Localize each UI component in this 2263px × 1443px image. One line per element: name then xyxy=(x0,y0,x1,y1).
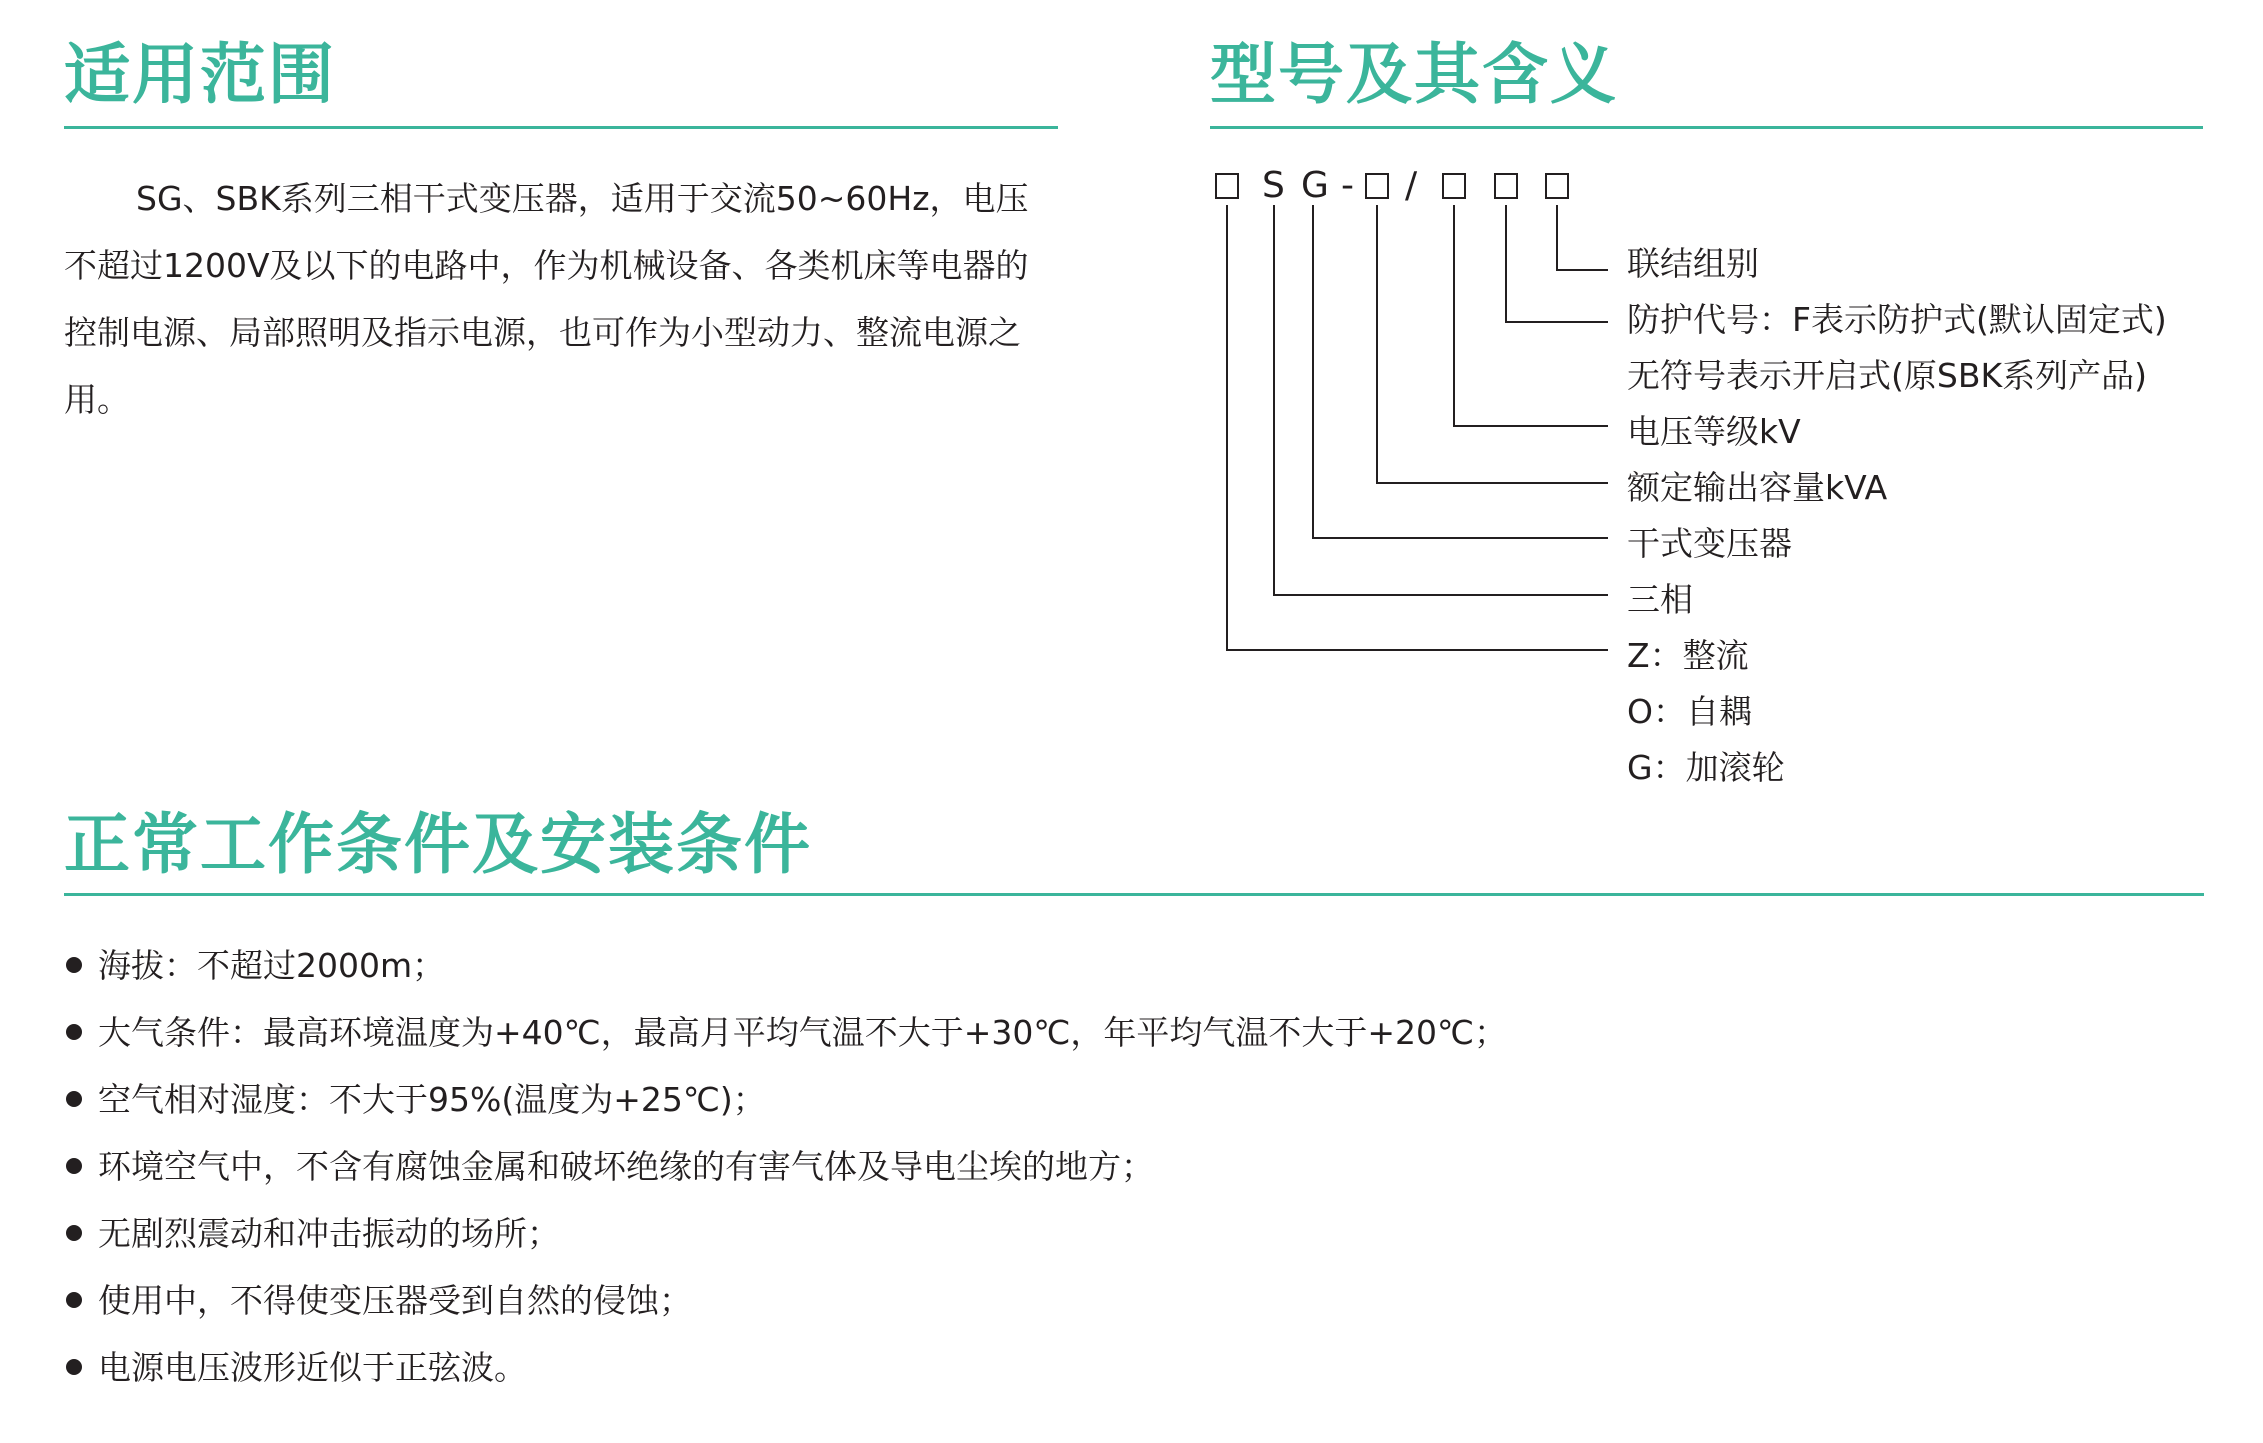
code-slash: / xyxy=(1405,165,1418,206)
meaning-wheels: G：加滚轮 xyxy=(1627,748,1785,787)
list-item xyxy=(64,1133,1507,1200)
meaning-dry-type: 干式变压器 xyxy=(1627,524,1792,563)
list-item xyxy=(64,1334,1507,1401)
code-letter-g: G xyxy=(1301,165,1329,206)
meaning-protection-note: 无符号表示开启式(原SBK系列产品) xyxy=(1627,356,2147,395)
list-item xyxy=(64,1200,1507,1267)
list-item xyxy=(64,932,1507,999)
heading-conditions: 正常工作条件及安装条件 xyxy=(64,806,812,883)
bullet-dot-icon xyxy=(66,957,82,973)
heading-model: 型号及其含义 xyxy=(1210,36,1618,113)
bullet-dot-icon xyxy=(66,1158,82,1174)
condition-text: 环境空气中，不含有腐蚀金属和破坏绝缘的有害气体及导电尘埃的地方； xyxy=(98,1147,1154,1186)
condition-text: 使用中，不得使变压器受到自然的侵蚀； xyxy=(98,1281,692,1320)
scope-paragraph: SG、SBK系列三相干式变压器，适用于交流50~60Hz，电压不超过1200V及以下的电路中，作为机械设备、各类机床等电器的控制电源、局部照明及指示电源，也可作为小型动力、整流电源之用。 xyxy=(64,179,1029,419)
meaning-voltage-level: 电压等级kV xyxy=(1627,412,1801,451)
condition-text: 电源电压波形近似于正弦波。 xyxy=(98,1348,527,1387)
bullet-dot-icon xyxy=(66,1091,82,1107)
list-item xyxy=(64,999,1507,1066)
meaning-rectifier: Z：整流 xyxy=(1627,636,1749,675)
list-item xyxy=(64,1066,1507,1133)
meaning-three-phase: 三相 xyxy=(1627,580,1693,619)
heading-scope: 适用范围 xyxy=(64,36,336,113)
meaning-protection: 防护代号：F表示防护式(默认固定式) xyxy=(1627,300,2167,339)
condition-text: 无剧烈震动和冲击振动的场所； xyxy=(98,1214,560,1253)
condition-text: 大气条件：最高环境温度为+40℃，最高月平均气温不大于+30℃，年平均气温不大于+20℃； xyxy=(98,1013,1508,1052)
meaning-rated-capacity: 额定输出容量kVA xyxy=(1627,468,1888,507)
code-letter-s: S xyxy=(1262,165,1285,206)
list-item xyxy=(64,1267,1507,1334)
condition-text: 海拔：不超过2000m； xyxy=(98,946,446,985)
meaning-connection-group: 联结组别 xyxy=(1627,244,1759,283)
condition-text: 空气相对湿度：不大于95%(温度为+25℃)； xyxy=(98,1080,766,1119)
code-dash: - xyxy=(1341,165,1354,206)
bullet-dot-icon xyxy=(66,1292,82,1308)
heading-conditions-rule xyxy=(64,893,2204,896)
meaning-auto: O：自耦 xyxy=(1627,692,1752,731)
bullet-dot-icon xyxy=(66,1024,82,1040)
bullet-dot-icon xyxy=(66,1225,82,1241)
bullet-dot-icon xyxy=(66,1359,82,1375)
conditions-list xyxy=(64,932,1507,1401)
